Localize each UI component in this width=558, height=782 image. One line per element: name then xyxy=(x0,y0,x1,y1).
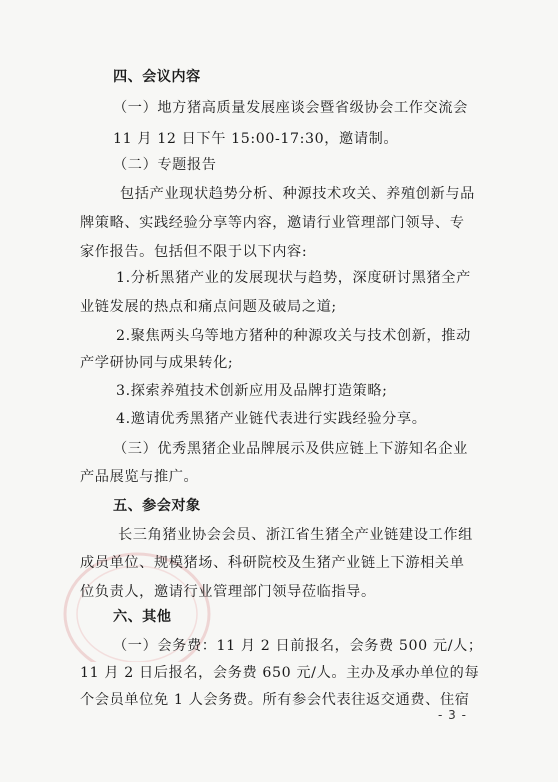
list-item: 业链发展的热点和痛点问题及破局之道; xyxy=(80,299,337,315)
paragraph-line: 成员单位、规模猪场、科研院校及生猪产业链上下游相关单 xyxy=(80,555,465,571)
section-heading-6: 六、其他 xyxy=(113,609,172,625)
paragraph-line: 长三角猪业协会会员、浙江省生猪全产业链建设工作组 xyxy=(118,527,473,543)
paragraph-line: 11 月 2 日后报名，会务费 650 元/人。主办及承办单位的每 xyxy=(80,665,480,681)
paragraph-line: 位负责人，邀请行业管理部门领导莅临指导。 xyxy=(80,584,376,600)
list-item: 产学研协同与成果转化; xyxy=(80,355,234,371)
list-item: 1.分析黑猪产业的发展现状与趋势，深度研讨黑猪全产 xyxy=(116,270,471,286)
paragraph-line: 产品展览与推广。 xyxy=(80,469,199,485)
paragraph-line: 11 月 12 日下午 15:00-17:30，邀请制。 xyxy=(113,131,399,147)
list-item: 2.聚焦两头乌等地方猪种的种源攻关与技术创新，推动 xyxy=(116,328,471,344)
section-heading-5: 五、参会对象 xyxy=(113,498,201,514)
paragraph-line: 牌策略、实践经验分享等内容，邀请行业管理部门领导、专 xyxy=(80,215,465,231)
paragraph-line: 家作报告。包括但不限于以下内容: xyxy=(80,244,308,260)
paragraph-line: 个会员单位免 1 人会务费。所有参会代表往返交通费、住宿 xyxy=(80,692,470,708)
list-item: 4.邀请优秀黑猪产业链代表进行实践经验分享。 xyxy=(116,411,427,427)
paragraph-line: （一）会务费：11 月 2 日前报名，会务费 500 元/人； xyxy=(113,638,483,654)
list-item: 3.探索养殖技术创新应用及品牌打造策略; xyxy=(116,383,388,399)
paragraph-line: 包括产业现状趋势分析、种源技术攻关、养殖创新与品 xyxy=(120,186,475,202)
subheading-2: （二）专题报告 xyxy=(113,157,217,173)
section-heading-4: 四、会议内容 xyxy=(113,69,201,85)
subheading-1: （一）地方猪高质量发展座谈会暨省级协会工作交流会 xyxy=(113,100,468,116)
subheading-3: （三）优秀黑猪企业品牌展示及供应链上下游知名企业 xyxy=(113,441,468,457)
page-number: - 3 - xyxy=(438,708,467,722)
